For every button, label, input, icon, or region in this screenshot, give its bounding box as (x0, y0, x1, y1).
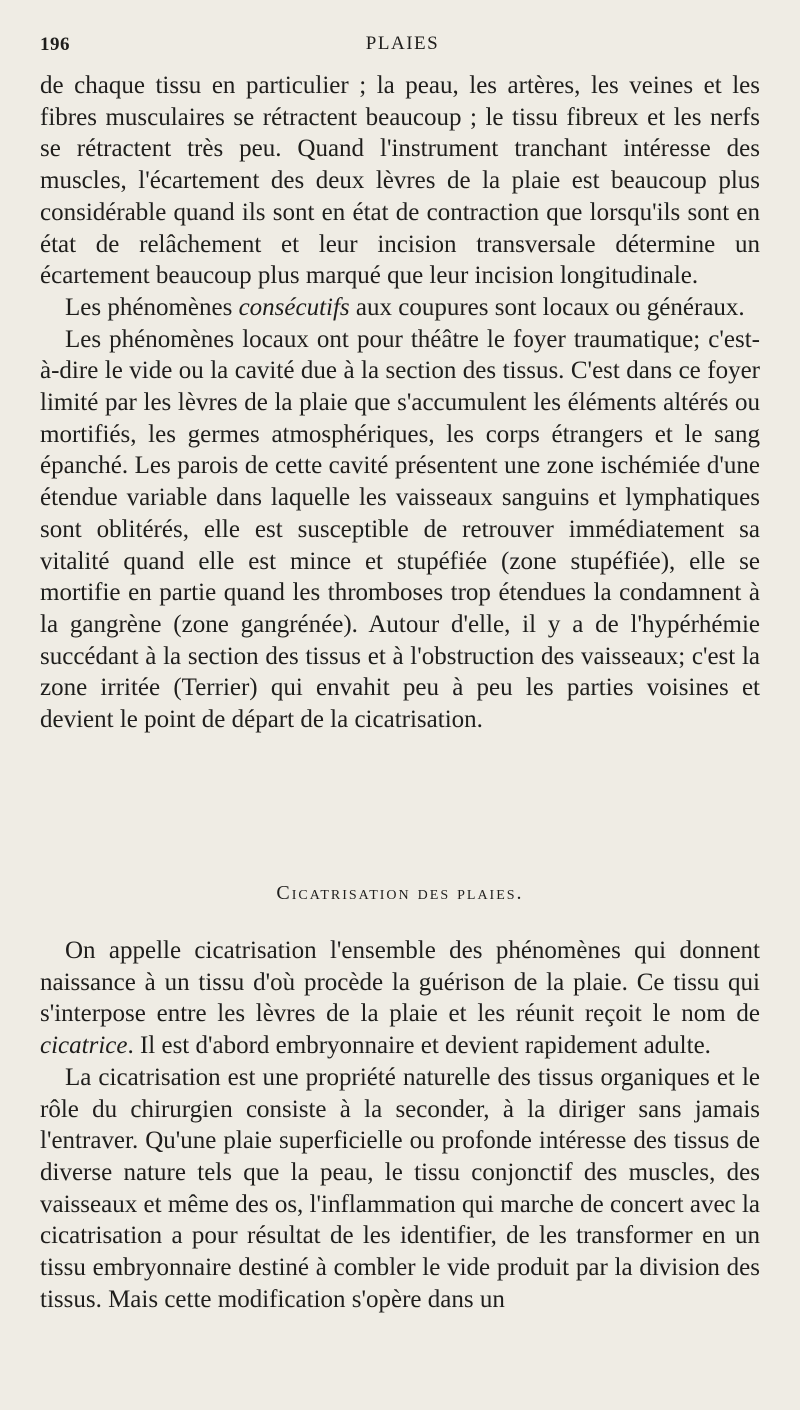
page-number: 196 (40, 34, 70, 55)
body-text-upper (40, 70, 760, 736)
paragraph-consecutive-phenomena (40, 292, 760, 324)
paragraph-text: aux coupures sont locaux ou généraux. (349, 293, 745, 321)
paragraph-cicatrisation-property: La cicatrisation est une propriété naturelle des tissus organiques et le rôle du chirurgien consiste à la seconder, à la diriger sans jamais l'entraver. Qu'une plaie superficielle ou profonde intéresse des tissus de diverse nature tels que la peau, le tissu conjonctif des muscles, des vaisseaux et même des os, l'inflammation qui marche de concert avec la cicatrisation a pour résultat de les identifier, de les transformer en un tissu embryonnaire destiné à combler le vide produit par la division des tissus. Mais cette modification s'opère dans un (40, 1063, 760, 1313)
paragraph-local-phenomena: Les phénomènes locaux ont pour théâtre le foyer traumatique; c'est-à-dire le vide ou la cavité due à la section des tissus. C'est dans ce foyer limité par les lèvres de la plaie que s'accumulent les éléments altérés ou mortifiés, les germes atmosphériques, les corps étrangers et le sang épanché. Les parois de cette cavité présentent une zone ischémiée d'une étendue variable dans laquelle les vaisseaux sanguins et lymphatiques sont oblitérés, elle est susceptible de retrouver immédiatement sa vitalité quand elle est mince et stupéfiée (zone stupéfiée), elle se mortifie en partie quand les thromboses trop étendues la condamnent à la gangrène (zone gangrénée). Autour d'elle, il y a de l'hypérhémie succédant à la section des tissus et à l'obstruction des vaisseaux; c'est la zone irritée (Terrier) qui envahit peu à peu les parties voisines et devient le point de départ de la cicatrisation. (40, 325, 760, 734)
italic-term: consécutifs (238, 293, 350, 321)
italic-term: cicatrice (40, 1032, 128, 1060)
paragraph-text: Les phénomènes (65, 293, 239, 321)
paragraph-tissue-retraction: de chaque tissu en particulier ; la peau, les artères, les veines et les fibres musculaires se rétractent beaucoup ; le tissu fibreux et les nerfs se rétractent très peu. Quand l'instrument tranchant intéresse des muscles, l'écartement des deux lèvres de la plaie est beaucoup plus considérable quand ils sont en état de contraction que lorsqu'ils sont en état de relâchement et leur incision transversale détermine un écartement beaucoup plus marqué que leur incision longitudinale. (40, 72, 760, 290)
paragraph-cicatrisation-definition (40, 935, 760, 1062)
running-title: PLAIES (365, 33, 440, 54)
running-head (40, 30, 765, 60)
paragraph-text: . Il est d'abord embryonnaire et devient rapidement adulte. (127, 1032, 711, 1060)
section-heading: Cicatrisation des plaies. (276, 882, 524, 904)
body-text-lower (40, 935, 760, 1315)
paragraph-text: On appelle cicatrisation l'ensemble des phénomènes qui donnent naissance à un tissu d'où procède la guérison de la plaie. Ce tissu qui s'interpose entre les lèvres de la plaie et les réunit reçoit le nom de (40, 937, 760, 1028)
